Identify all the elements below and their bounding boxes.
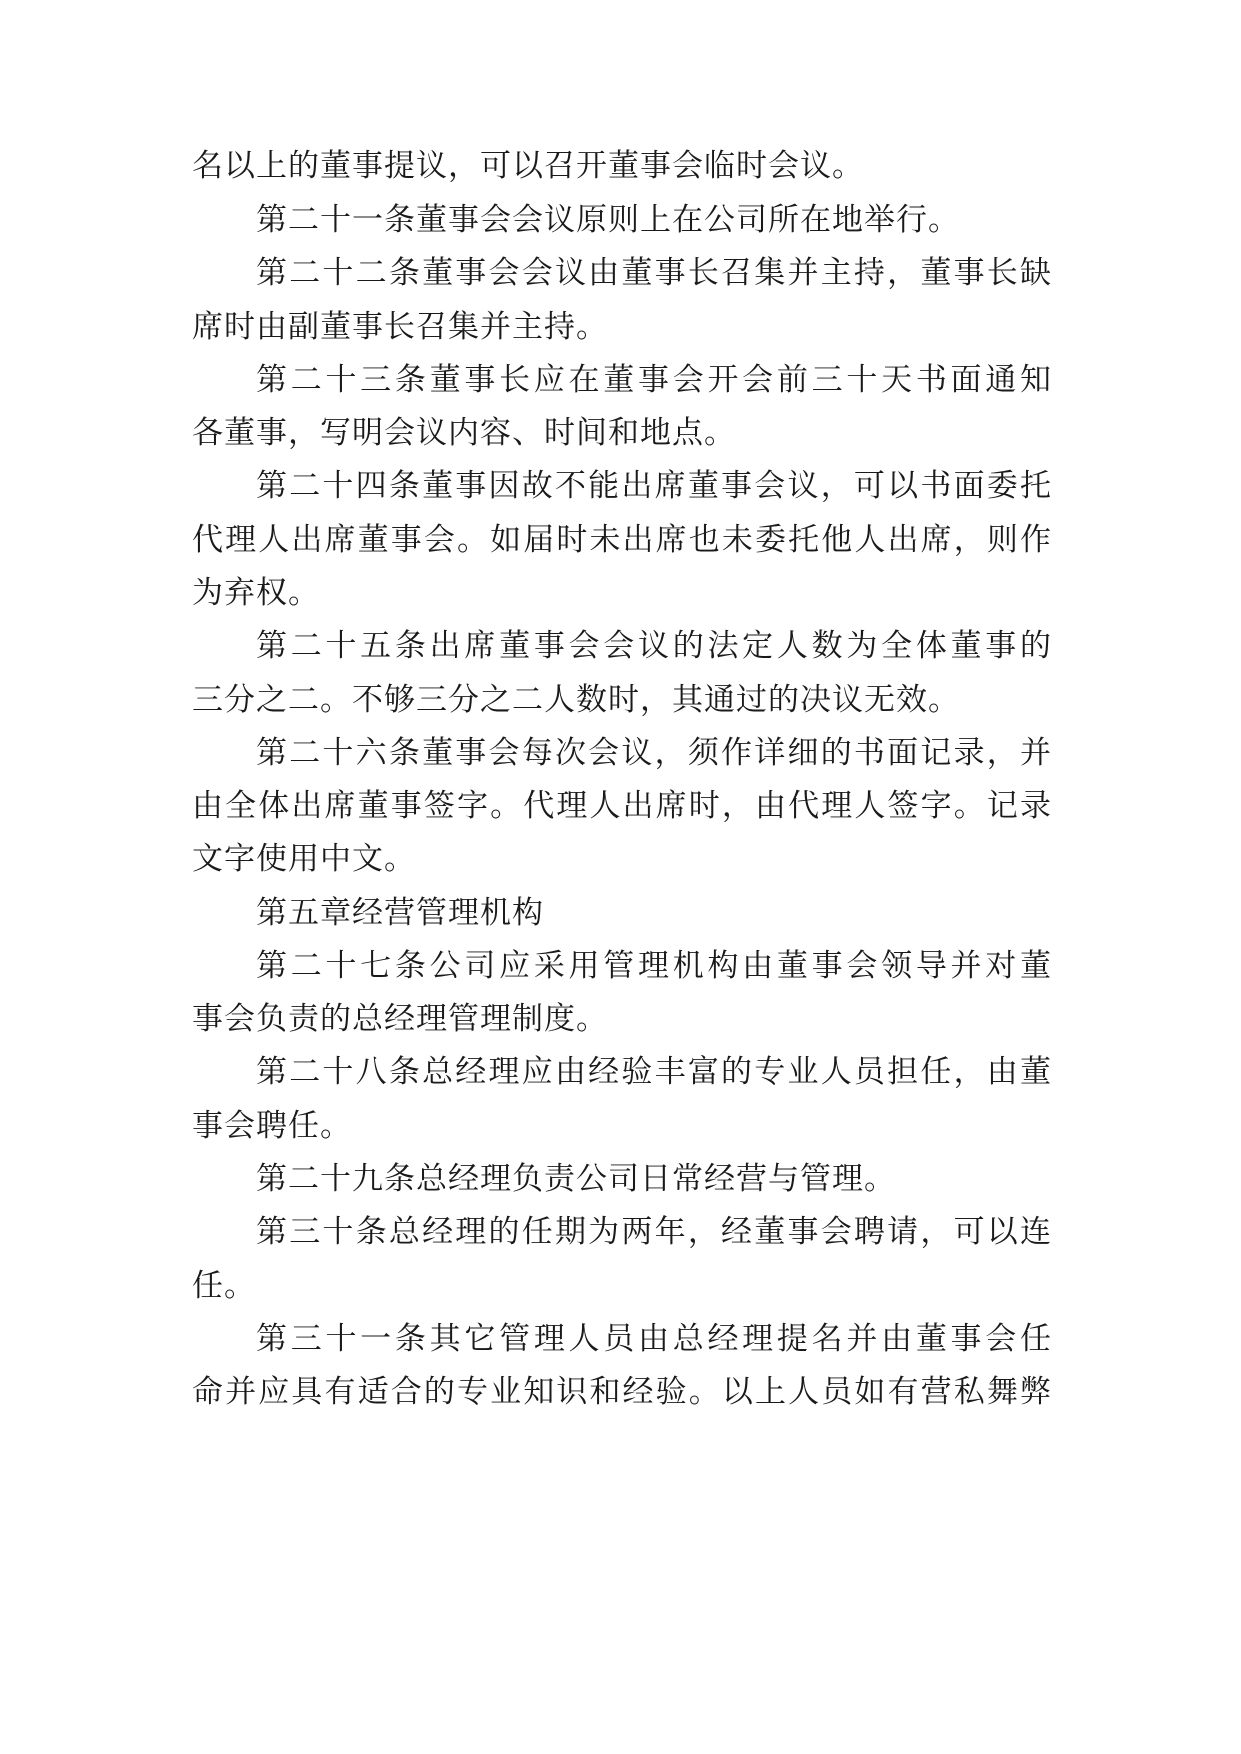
text-line: 第二十五条出席董事会会议的法定人数为全体董事的 [256, 628, 1052, 664]
text-line: 名以上的董事提议，可以召开董事会临时会议。 [192, 148, 864, 184]
text-line: 为弃权。 [192, 575, 320, 611]
text-line: 代理人出席董事会。如届时未出席也未委托他人出席，则作 [192, 522, 1052, 558]
text-line: 文字使用中文。 [192, 841, 416, 877]
text-line: 由全体出席董事签字。代理人出席时，由代理人签字。记录 [192, 788, 1052, 824]
text-line: 席时由副董事长召集并主持。 [192, 309, 608, 345]
text-line: 第二十六条董事会每次会议，须作详细的书面记录，并 [256, 735, 1052, 771]
text-line: 第三十一条其它管理人员由总经理提名并由董事会任 [256, 1321, 1052, 1357]
text-line: 三分之二。不够三分之二人数时，其通过的决议无效。 [192, 682, 960, 718]
text-line: 事会负责的总经理管理制度。 [192, 1001, 608, 1037]
text-line: 命并应具有适合的专业知识和经验。以上人员如有营私舞弊 [192, 1374, 1052, 1410]
text-line: 第二十四条董事因故不能出席董事会议，可以书面委托 [256, 468, 1052, 504]
chapter-heading: 第五章经营管理机构 [256, 895, 544, 931]
text-line: 第二十一条董事会会议原则上在公司所在地举行。 [256, 202, 960, 238]
text-line: 第二十九条总经理负责公司日常经营与管理。 [256, 1161, 896, 1197]
text-line: 任。 [192, 1268, 256, 1304]
text-line: 各董事，写明会议内容、时间和地点。 [192, 415, 736, 451]
text-line: 第二十七条公司应采用管理机构由董事会领导并对董 [256, 948, 1052, 984]
text-line: 第二十八条总经理应由经验丰富的专业人员担任，由董 [256, 1054, 1052, 1090]
text-line: 第三十条总经理的任期为两年，经董事会聘请，可以连 [256, 1214, 1052, 1250]
text-line: 第二十二条董事会会议由董事长召集并主持，董事长缺 [256, 255, 1052, 291]
text-line: 事会聘任。 [192, 1108, 352, 1144]
text-line: 第二十三条董事长应在董事会开会前三十天书面通知 [256, 362, 1052, 398]
